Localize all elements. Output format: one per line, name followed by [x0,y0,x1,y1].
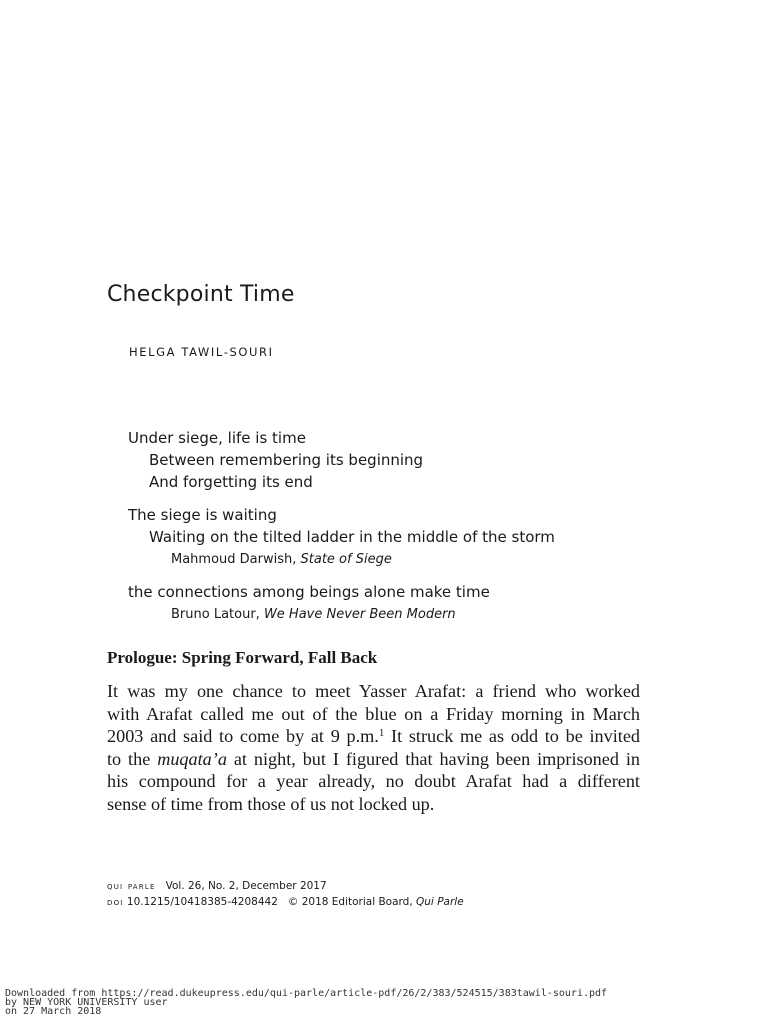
epigraph-attribution [171,607,456,622]
epigraph-line: the connections among beings alone make time [128,583,490,601]
epigraph-attribution [171,552,392,567]
attribution-work: We Have Never Been Modern [263,607,456,622]
body-italic: muqata’a [157,749,227,769]
body-line: with Arafat called me out of the blue on a Friday morning in March [107,704,640,724]
body-line: It was my one chance to meet Yasser Arafat: a friend who worked [107,681,640,701]
download-notice[interactable]: Downloaded from https://read.dukeupress.edu/qui-parle/article-pdf/26/2/383/524515/383tawil-souri.pdf [5,988,608,999]
journal-volume: Vol. 26, No. 2, December 2017 [165,880,327,892]
epigraph-line: Between remembering its beginning [149,451,424,469]
article-author: HELGA TAWIL-SOURI [129,345,274,359]
download-notice: on 27 March 2018 [5,1006,102,1017]
attribution-work: State of Siege [300,552,392,567]
body-text: to the [107,749,158,769]
doi-line [107,896,464,908]
body-line: sense of time from those of us not locked up. [107,794,435,814]
section-heading: Prologue: Spring Forward, Fall Back [107,648,378,667]
doi-value[interactable]: 10.1215/10418385-4208442 [126,896,278,908]
body-line [107,749,640,770]
journal-name: qui parle [107,880,156,892]
journal-info [107,880,327,892]
attribution-author: Mahmoud Darwish, [171,552,301,567]
attribution-author: Bruno Latour, [171,607,264,622]
epigraph-line: Waiting on the tilted ladder in the middle of the storm [149,528,555,546]
body-text: 2003 and said to come by at 9 p.m. [107,726,379,746]
download-notice: by NEW YORK UNIVERSITY user [5,997,168,1008]
body-text: It struck me as odd to be invited [384,726,640,746]
body-line [107,726,640,747]
doi-label: doi [107,896,124,908]
copyright: © 2018 Editorial Board, [287,896,417,908]
article-title: Checkpoint Time [107,282,295,307]
epigraph-line: And forgetting its end [149,473,313,491]
epigraph-line: The siege is waiting [128,506,277,524]
copyright-journal: Qui Parle [416,896,464,908]
footnote-ref[interactable]: 1 [378,727,385,739]
body-line: his compound for a year already, no doubt Arafat had a different [107,771,640,791]
body-text: at night, but I figured that having been imprisoned in [226,749,641,769]
epigraph-line: Under siege, life is time [128,429,306,447]
